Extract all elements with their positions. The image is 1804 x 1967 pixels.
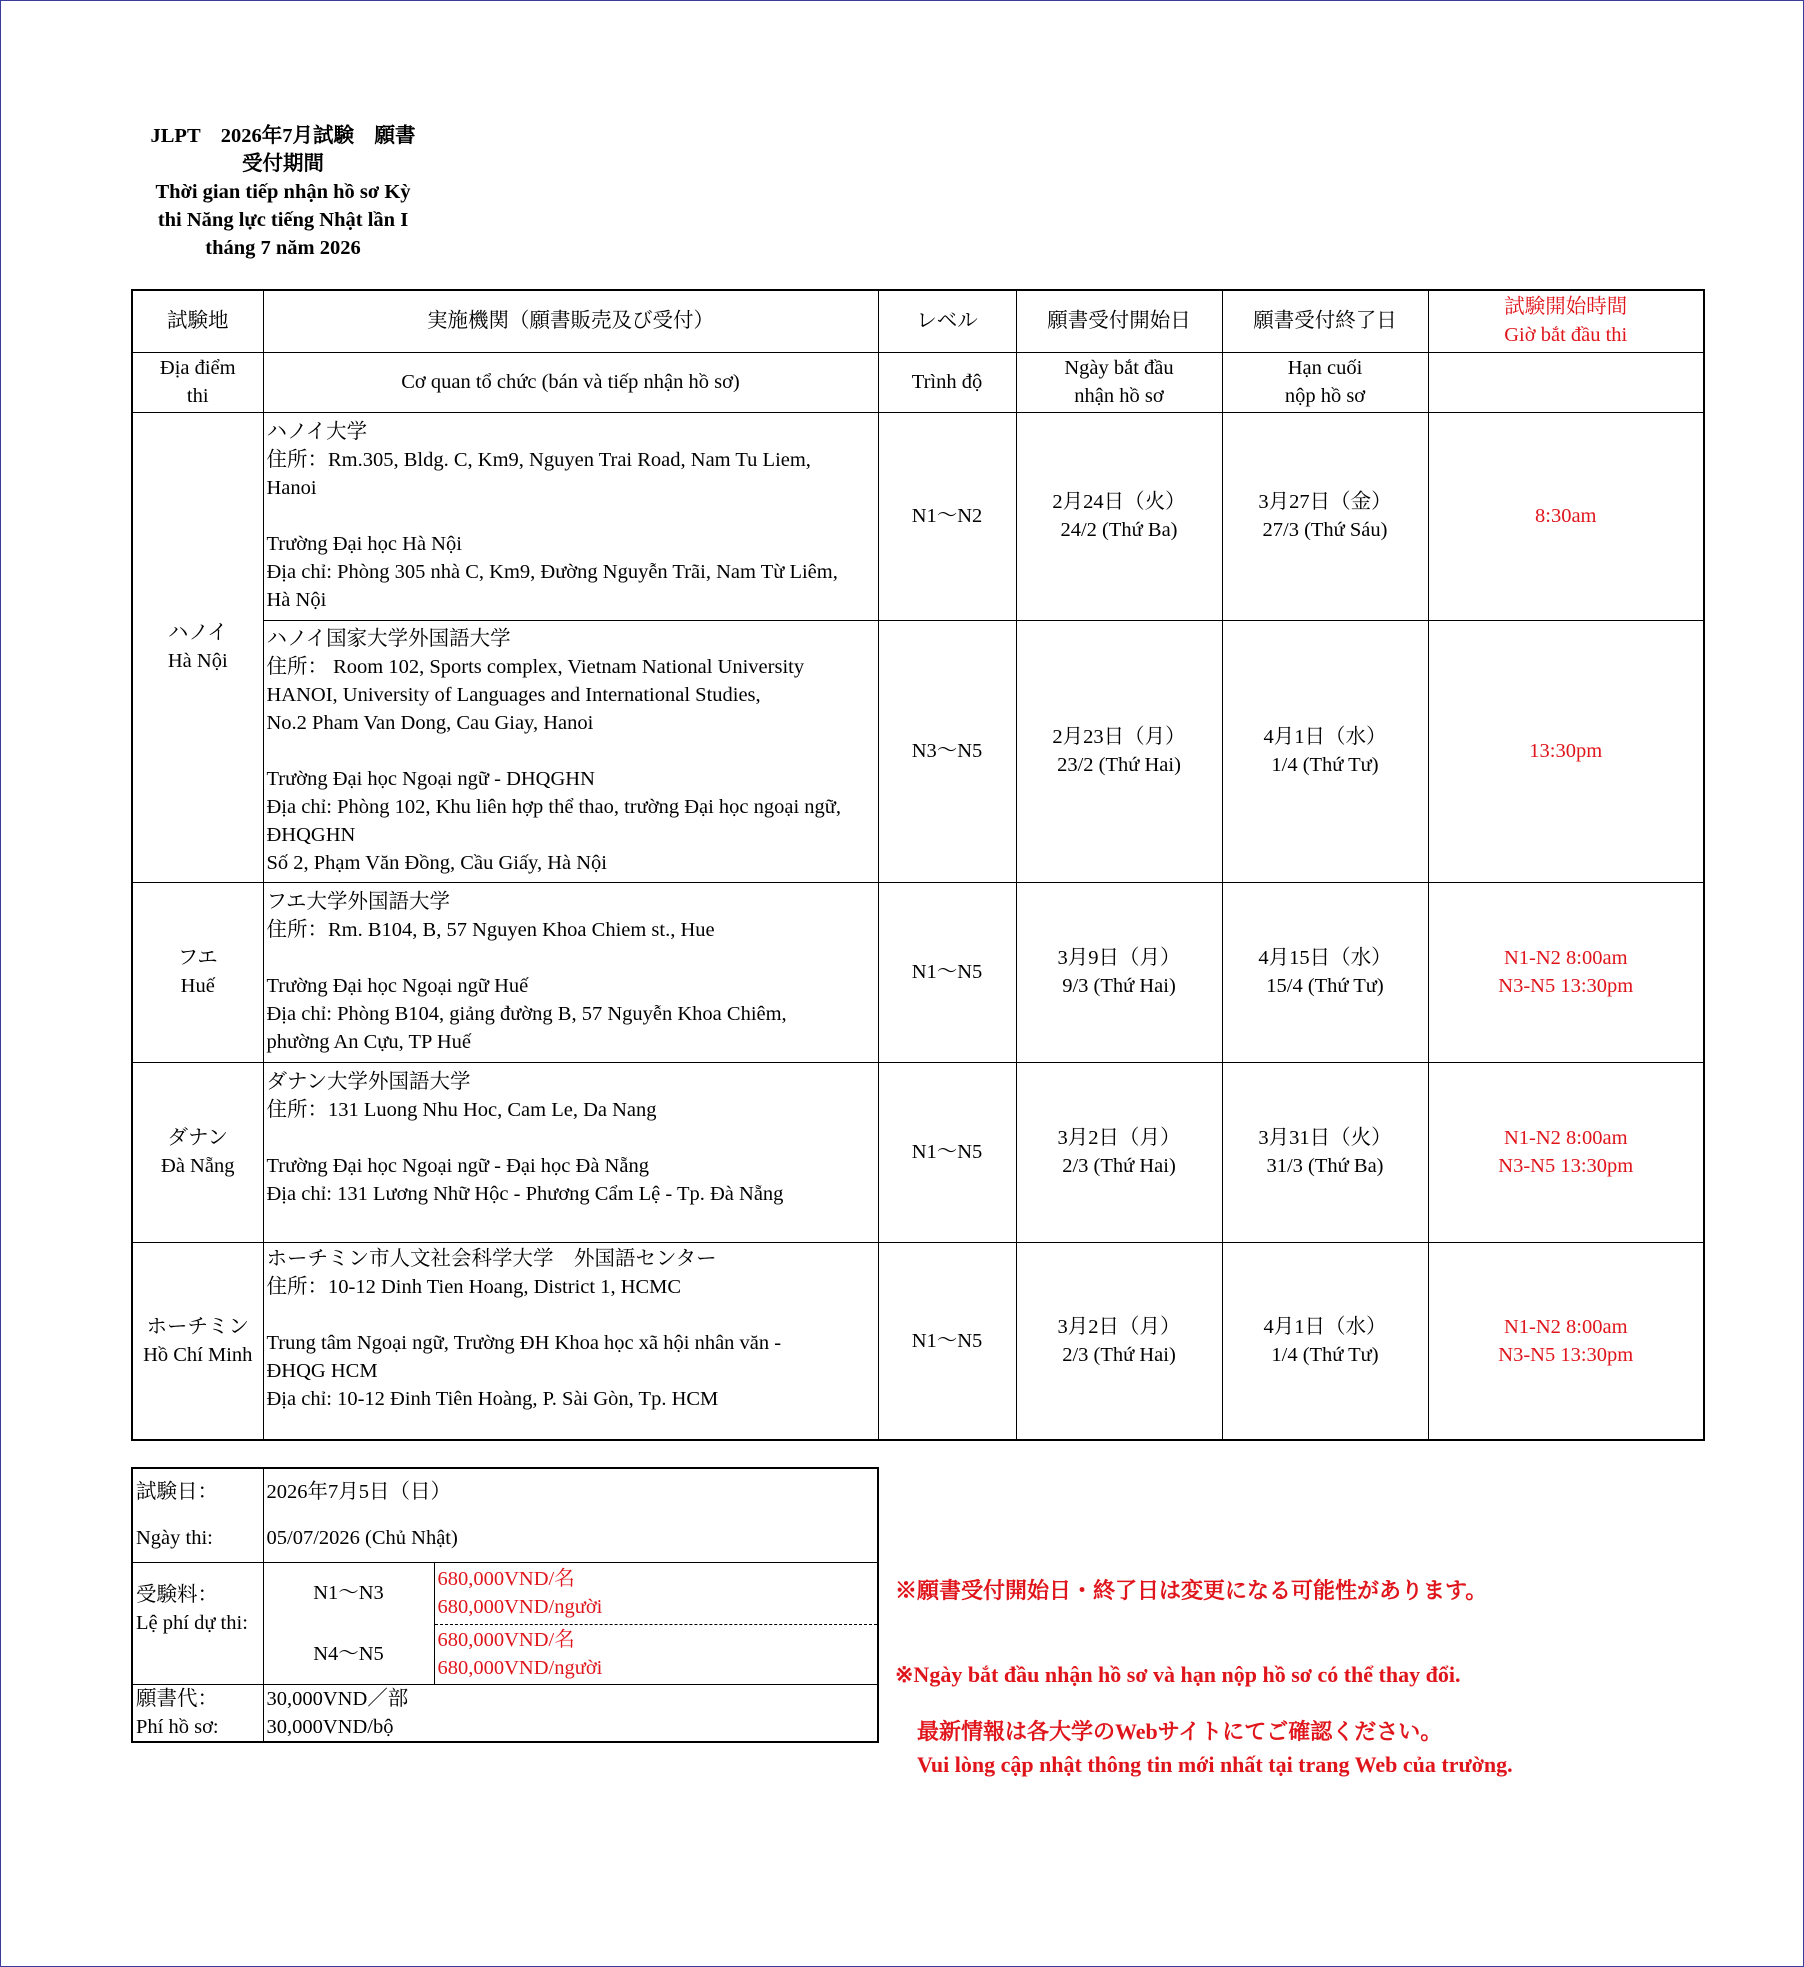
note-vi-line: ※Ngày bắt đầu nhận hồ sơ và hạn nộp hồ sơ có thể thay đổi. [895,1662,1461,1687]
level-cell: N1～N5 [878,882,1016,1062]
org-cell [263,620,878,882]
title-line-2: 受付期間 [242,153,324,175]
org-cell [263,412,878,620]
org-cell [263,1242,878,1440]
header-org-vi: Cơ quan tổ chức (bán và tiếp nhận hồ sơ) [263,352,878,412]
end-date-ja: 3月27日（金） [1258,491,1392,513]
end-date-cell [1222,412,1428,620]
spacer [267,1208,876,1236]
end-date-ja: 4月15日（水） [1258,947,1392,969]
org-line: 住所：131 Luong Nhu Hoc, Cam Le, Da Nang [266,1099,657,1121]
site-hanoi [132,412,263,882]
table-row [132,412,1704,620]
start-date-ja: 2月24日（火） [1052,491,1186,513]
table-row [132,1242,1704,1440]
site-hue [132,882,263,1062]
start-date-vi: 2/3 (Thứ Hai) [1062,1343,1176,1366]
fee-amount [434,1624,878,1684]
org-line: Trường Đại học Ngoại ngữ - DHQGHN [266,768,595,790]
start-time: 13:30pm [1529,740,1603,762]
start-time-cell [1428,1062,1704,1242]
end-date-vi: 1/4 (Thứ Tư) [1271,1343,1379,1366]
org-line: Địa chỉ: Phòng 102, Khu liên hợp thể thao, trường Đại học ngoại ngữ, [266,796,842,818]
app-fee-vi: 30,000VND/bộ [266,1715,394,1738]
org-line: Hà Nội [266,589,327,611]
end-date-cell [1222,620,1428,882]
header-site-vi [132,352,263,412]
org-name-ja: ホーチミン市人文社会科学大学 外国語センター [266,1247,717,1270]
start-date-ja: 3月9日（月） [1057,947,1181,969]
level-cell: N1～N5 [878,1242,1016,1440]
start-date-ja: 3月2日（月） [1057,1315,1181,1338]
spacer [267,944,876,972]
table-row [132,1062,1704,1242]
site-name-vi: Hồ Chí Minh [143,1343,253,1366]
header-end-vi [1222,352,1428,412]
start-date-vi: 23/2 (Thứ Hai) [1057,754,1181,776]
start-date-vi: 24/2 (Thứ Ba) [1060,519,1178,541]
org-name-ja: ハノイ大学 [266,421,368,443]
start-time-cell [1428,882,1704,1062]
site-name-ja: ホーチミン [146,1315,249,1338]
level-cell: N1～N2 [878,412,1016,620]
header-end-vi-line: Hạn cuối [1287,357,1363,379]
exam-date-value [263,1468,878,1562]
org-line: 住所：Rm. B104, B, 57 Nguyen Khoa Chiem st., Hue [266,919,715,941]
app-fee-label-vi: Phí hồ sơ: [136,1715,219,1738]
app-fee-row [132,1684,878,1742]
fee-amount-ja: 680,000VND/名 [437,1629,575,1651]
org-name-ja: フエ大学外国語大学 [266,891,450,913]
header-time-ja: 試験開始時間 [1504,296,1628,319]
spacer [267,737,876,765]
app-fee-label [132,1684,263,1742]
header-row-ja [132,290,1704,352]
fee-level: N4～N5 [263,1624,434,1684]
end-date-cell [1222,882,1428,1062]
end-date-ja: 3月31日（火） [1258,1127,1392,1149]
exam-date-row [132,1468,878,1562]
note-ja-line: 最新情報は各大学のWebサイトにてご確認ください。 [895,1719,1443,1744]
org-line: Trường Đại học Ngoại ngữ Huế [266,975,529,997]
level-cell: N3～N5 [878,620,1016,882]
org-line: Số 2, Phạm Văn Đồng, Cầu Giấy, Hà Nội [266,852,608,874]
org-line: Trường Đại học Hà Nội [266,533,462,555]
exam-date-label-vi: Ngày thi: [136,1527,213,1550]
start-date-cell [1016,882,1222,1062]
header-site-vi-line: thi [186,385,209,407]
start-date-ja: 3月2日（月） [1057,1127,1181,1149]
start-time: 8:30am [1535,505,1597,527]
title-line-3: Thời gian tiếp nhận hồ sơ Kỳ [155,181,411,203]
fee-row [132,1562,878,1624]
org-line: Trung tâm Ngoại ngữ, Trường ĐH Khoa học xã hội nhân văn - [266,1331,782,1354]
exam-date-label-ja: 試験日： [136,1481,218,1504]
fee-amount [434,1562,878,1624]
header-end-vi-line: nộp hồ sơ [1284,385,1366,407]
org-line: Địa chỉ: 10-12 Đinh Tiên Hoàng, P. Sài Gòn, Tp. HCM [266,1387,719,1410]
spacer [267,502,876,530]
org-cell [263,882,878,1062]
table-row [132,620,1704,882]
note-vi-line: Vui lòng cập nhật thông tin mới nhất tại trang Web của trường. [895,1752,1513,1777]
fee-label [132,1562,263,1684]
site-name-vi: Đà Nẵng [161,1155,235,1177]
start-time-cell [1428,620,1704,882]
header-start-ja: 願書受付開始日 [1016,290,1222,352]
fee-level: N1～N3 [263,1562,434,1624]
org-cell [263,1062,878,1242]
org-line: HANOI, University of Languages and International Studies, [266,684,761,706]
header-site-vi-line: Địa điểm [159,357,236,379]
start-time: N1-N2 8:00am [1503,1315,1628,1338]
title-line-1: JLPT 2026年7月試験 願書 [150,125,416,147]
site-name-ja: ハノイ [167,622,228,644]
fee-label-ja: 受験料： [136,1583,218,1606]
header-site-ja: 試験地 [132,290,263,352]
summary-table [131,1467,879,1743]
start-date-vi: 9/3 (Thứ Hai) [1062,975,1176,997]
header-time [1428,290,1704,352]
app-fee-label-ja: 願書代： [136,1687,218,1710]
note-ja-line: ※願書受付開始日・終了日は変更になる可能性があります。 [895,1578,1488,1603]
org-line: No.2 Pham Van Dong, Cau Giay, Hanoi [266,712,594,734]
fee-amount-vi: 680,000VND/người [437,1657,603,1679]
org-line: Trường Đại học Ngoại ngữ - Đại học Đà Nẵng [266,1155,649,1177]
org-line: 住所： Room 102, Sports complex, Vietnam National University [266,656,805,678]
site-name-vi: Hà Nội [167,650,228,672]
end-date-vi: 15/4 (Thứ Tư) [1266,975,1384,997]
exam-date-vi: 05/07/2026 (Chủ Nhật) [266,1527,458,1550]
org-line: Địa chỉ: Phòng B104, giảng đường B, 57 Nguyễn Khoa Chiêm, [266,1003,787,1025]
header-org-ja: 実施機関（願書販売及び受付） [263,290,878,352]
fee-amount-ja: 680,000VND/名 [437,1568,575,1590]
start-time-cell [1428,412,1704,620]
registration-table [131,289,1705,1441]
end-date-vi: 27/3 (Thứ Sáu) [1262,519,1388,541]
title-line-5: tháng 7 năm 2026 [205,237,361,259]
table-row [132,882,1704,1062]
site-danang [132,1062,263,1242]
start-time-cell [1428,1242,1704,1440]
header-row-vi [132,352,1704,412]
site-hcm [132,1242,263,1440]
start-date-ja: 2月23日（月） [1052,726,1186,748]
end-date-ja: 4月1日（水） [1263,726,1387,748]
header-time-vi: Giờ bắt đầu thi [1504,324,1628,347]
header-level-vi: Trình độ [878,352,1016,412]
end-date-vi: 31/3 (Thứ Ba) [1266,1155,1384,1177]
note-vi [895,1600,1513,1810]
org-line: 住所：10-12 Dinh Tien Hoang, District 1, HCMC [266,1275,682,1298]
fee-amount-vi: 680,000VND/người [437,1596,603,1618]
header-end-ja: 願書受付終了日 [1222,290,1428,352]
org-line: Địa chỉ: Phòng 305 nhà C, Km9, Đường Nguyễn Trãi, Nam Từ Liêm, [266,561,838,583]
header-level-ja: レベル [878,290,1016,352]
site-name-ja: ダナン [167,1127,228,1149]
end-date-ja: 4月1日（水） [1263,1315,1387,1338]
org-line: phường An Cựu, TP Huế [266,1031,471,1053]
fee-label-vi: Lệ phí dự thi: [136,1611,248,1634]
site-name-ja: フエ [177,947,218,969]
start-time: N3-N5 13:30pm [1498,975,1634,997]
header-start-vi-line: nhận hồ sơ [1074,385,1164,407]
level-cell: N1～N5 [878,1062,1016,1242]
start-date-cell [1016,412,1222,620]
app-fee-value [263,1684,878,1742]
header-empty-cell [1428,352,1704,412]
end-date-cell [1222,1242,1428,1440]
org-line: Hanoi [266,477,317,499]
org-line: Địa chỉ: 131 Lương Nhữ Hộc - Phương Cẩm Lệ - Tp. Đà Nẵng [266,1183,784,1205]
start-date-cell [1016,620,1222,882]
start-time: N3-N5 13:30pm [1498,1343,1634,1366]
org-line: 住所：Rm.305, Bldg. C, Km9, Nguyen Trai Road, Nam Tu Liem, [266,449,811,471]
start-date-cell [1016,1062,1222,1242]
header-start-vi-line: Ngày bắt đầu [1064,357,1174,379]
org-name-ja: ハノイ国家大学外国語大学 [266,628,511,650]
start-time: N1-N2 8:00am [1503,947,1628,969]
start-date-vi: 2/3 (Thứ Hai) [1062,1155,1176,1177]
document-title [118,122,448,262]
app-fee-ja: 30,000VND／部 [266,1687,409,1710]
start-date-cell [1016,1242,1222,1440]
org-line: ĐHQGHN [266,824,356,846]
org-name-ja: ダナン大学外国語大学 [266,1071,471,1093]
title-line-4: thi Năng lực tiếng Nhật lần I [157,209,409,231]
header-start-vi [1016,352,1222,412]
start-time: N1-N2 8:00am [1503,1127,1628,1149]
site-name-vi: Huế [180,975,215,997]
exam-date-label [132,1468,263,1562]
org-line: ĐHQG HCM [266,1359,378,1382]
end-date-cell [1222,1062,1428,1242]
spacer [267,1301,876,1329]
spacer [267,1124,876,1152]
end-date-vi: 1/4 (Thứ Tư) [1271,754,1379,776]
start-time: N3-N5 13:30pm [1498,1155,1634,1177]
exam-date-ja: 2026年7月5日（日） [266,1481,451,1504]
